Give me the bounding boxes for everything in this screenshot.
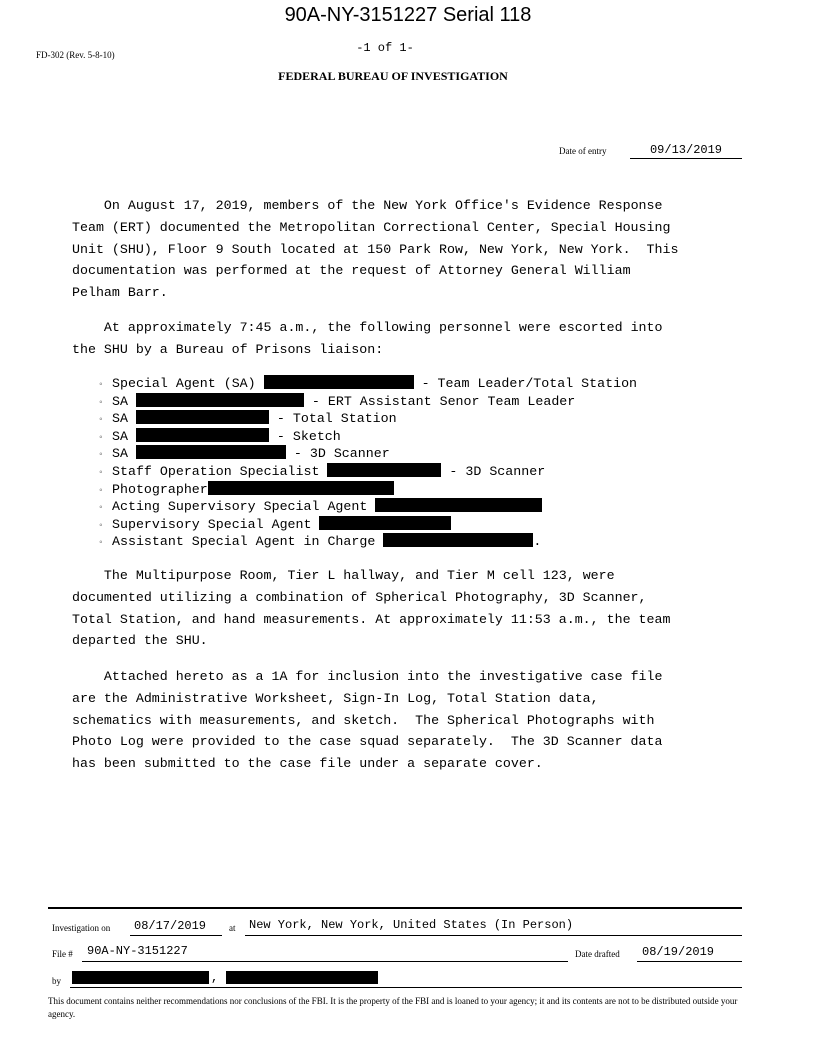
personnel-suffix: - Team Leader/Total Station bbox=[413, 376, 638, 391]
redaction-block bbox=[136, 445, 286, 459]
bullet-icon: ◦ bbox=[98, 432, 105, 444]
paragraph-4: Attached hereto as a 1A for inclusion into the investigative case file are the Administrative Worksheet, Sign-In Log, Total Station data, schematics with measurements, and sketch. The Spherical Photographs with Photo Log were provided to the case squad separately. The 3D Scanner data has been submitted to the case file under a separate cover. bbox=[72, 669, 663, 772]
bullet-icon: ◦ bbox=[98, 450, 105, 462]
file-number: 90A-NY-3151227 bbox=[87, 944, 188, 958]
personnel-suffix: - Total Station bbox=[268, 411, 397, 427]
date-of-entry-label: Date of entry bbox=[559, 146, 607, 156]
date-drafted: 08/19/2019 bbox=[642, 945, 715, 959]
bullet-icon: ◦ bbox=[98, 485, 105, 497]
author-redaction-1 bbox=[72, 971, 209, 984]
bullet-icon: ◦ bbox=[98, 520, 105, 532]
bullet-icon: ◦ bbox=[98, 397, 105, 409]
list-item bbox=[98, 410, 637, 428]
personnel-list bbox=[98, 375, 637, 551]
footer-top-rule bbox=[48, 907, 742, 909]
date-drafted-underline bbox=[637, 961, 742, 962]
personnel-prefix: SA bbox=[112, 393, 136, 409]
personnel-suffix: - Sketch bbox=[268, 428, 341, 444]
list-item bbox=[98, 463, 637, 481]
author-separator: , bbox=[211, 971, 219, 985]
list-item bbox=[98, 498, 637, 516]
personnel-prefix: SA bbox=[112, 428, 136, 444]
personnel-suffix: - 3D Scanner bbox=[285, 446, 390, 462]
page-number: -1 of 1- bbox=[356, 41, 414, 55]
agency-name: FEDERAL BUREAU OF INVESTIGATION bbox=[278, 69, 508, 83]
personnel-suffix: . bbox=[533, 534, 542, 550]
form-number: FD-302 (Rev. 5-8-10) bbox=[36, 50, 115, 60]
redaction-block bbox=[208, 481, 394, 495]
date-of-entry-value: 09/13/2019 bbox=[630, 144, 742, 159]
list-item bbox=[98, 481, 637, 499]
personnel-prefix: Photographer bbox=[112, 481, 208, 497]
investigation-date: 08/17/2019 bbox=[134, 919, 207, 933]
bullet-icon: ◦ bbox=[98, 467, 105, 479]
list-item bbox=[98, 428, 637, 446]
redaction-block bbox=[264, 375, 414, 389]
personnel-suffix: - ERT Assistant Senor Team Leader bbox=[303, 393, 576, 409]
author-underline bbox=[70, 987, 742, 988]
at-label: at bbox=[229, 923, 236, 933]
file-number-underline bbox=[82, 961, 568, 962]
investigation-on-label: Investigation on bbox=[52, 923, 111, 933]
personnel-prefix: Special Agent (SA) bbox=[112, 376, 264, 391]
list-item bbox=[98, 533, 637, 551]
bullet-icon: ◦ bbox=[98, 380, 105, 391]
investigation-location: New York, New York, United States (In Person) bbox=[249, 918, 574, 932]
list-item bbox=[98, 375, 637, 393]
document-serial-title: 90A-NY-3151227 Serial 118 bbox=[284, 4, 532, 26]
redaction-block bbox=[383, 533, 533, 547]
list-item bbox=[98, 393, 637, 411]
bullet-icon: ◦ bbox=[98, 538, 105, 550]
author-redaction-2 bbox=[226, 971, 378, 984]
personnel-prefix: Staff Operation Specialist bbox=[112, 463, 328, 479]
redaction-block bbox=[136, 410, 269, 424]
redaction-block bbox=[136, 428, 269, 442]
list-item bbox=[98, 445, 637, 463]
paragraph-1: On August 17, 2019, members of the New York Office's Evidence Response Team (ERT) documented the Metropolitan Correctional Center, Special Housing Unit (SHU), Floor 9 South located at 150 Park Row, New York, New York. This documentation was performed at the request of Attorney General William Pelham Barr. bbox=[72, 198, 679, 301]
redaction-block bbox=[375, 498, 542, 512]
redaction-block bbox=[327, 463, 441, 477]
redaction-block bbox=[319, 516, 451, 530]
list-item bbox=[98, 516, 637, 534]
investigation-date-underline bbox=[130, 935, 222, 936]
personnel-prefix: Supervisory Special Agent bbox=[112, 516, 320, 532]
by-label: by bbox=[52, 976, 61, 986]
date-drafted-label: Date drafted bbox=[575, 949, 620, 959]
paragraph-2: At approximately 7:45 a.m., the following personnel were escorted into the SHU by a Bureau of Prisons liaison: bbox=[72, 320, 663, 357]
personnel-prefix: Assistant Special Agent in Charge bbox=[112, 534, 384, 550]
personnel-prefix: SA bbox=[112, 446, 136, 462]
personnel-suffix: - 3D Scanner bbox=[441, 463, 546, 479]
file-number-label: File # bbox=[52, 949, 73, 959]
bullet-icon: ◦ bbox=[98, 415, 105, 427]
personnel-prefix: Acting Supervisory Special Agent bbox=[112, 499, 376, 515]
disclaimer-text: This document contains neither recommendations nor conclusions of the FBI. It is the property of the FBI and is loaned to your agency; it and its contents are not to be distributed outside your agency. bbox=[48, 996, 738, 1019]
paragraph-3: The Multipurpose Room, Tier L hallway, and Tier M cell 123, were documented utilizing a combination of Spherical Photography, 3D Scanner, Total Station, and hand measurements. At approximately 11:53 a.m., the team departed the SHU. bbox=[72, 568, 671, 649]
location-underline bbox=[245, 935, 742, 936]
personnel-prefix: SA bbox=[112, 411, 136, 427]
bullet-icon: ◦ bbox=[98, 503, 105, 515]
redaction-block bbox=[136, 393, 304, 407]
